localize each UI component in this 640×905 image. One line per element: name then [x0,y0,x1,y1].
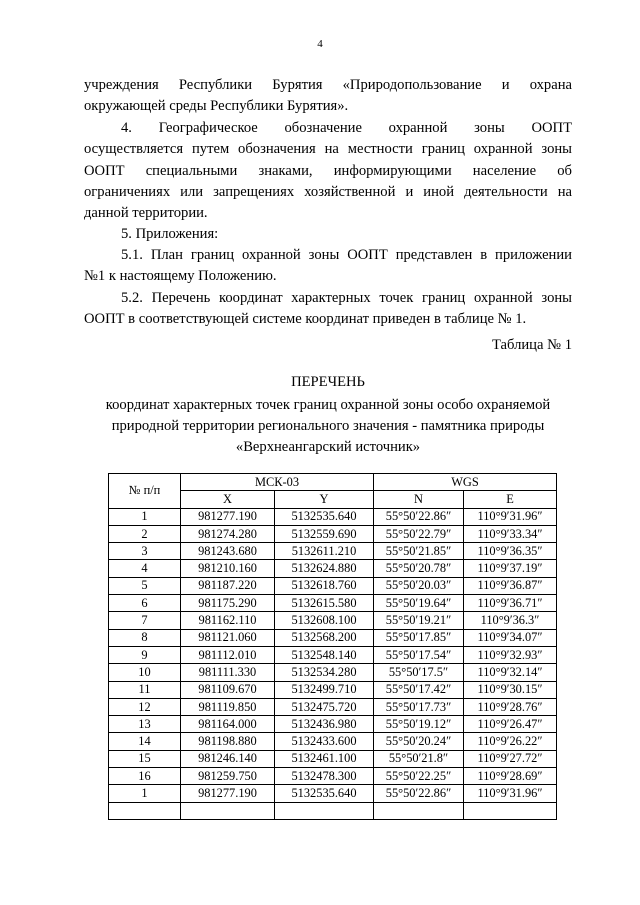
page-number: 4 [317,38,323,50]
cell-number: 14 [109,733,181,750]
cell-e: 110°9′26.47″ [464,716,557,733]
table-row [109,785,557,802]
cell-n: 55°50′17.5″ [374,664,464,681]
header-n: N [374,491,464,508]
paragraph-line: 5.1. План границ охранной зоны ООПТ представлен в приложении [121,247,572,263]
cell-n: 55°50′20.24″ [374,733,464,750]
table-row [109,750,557,767]
cell-e: 110°9′27.72″ [464,750,557,767]
cell-y: 5132461.100 [275,750,374,767]
table-row [109,681,557,698]
paragraph [84,245,572,288]
cell-x: 981210.160 [181,560,275,577]
list-subtitle [84,395,572,458]
cell-number: 1 [109,508,181,525]
table-row [109,543,557,560]
cell-n: 55°50′22.79″ [374,525,464,542]
cell-y: 5132618.760 [275,577,374,594]
coordinates-table [108,473,557,820]
cell-y: 5132499.710 [275,681,374,698]
cell-n: 55°50′22.25″ [374,768,464,785]
cell-number: 1 [109,785,181,802]
header-wgs: WGS [374,474,557,491]
cell-e: 110°9′36.3″ [464,612,557,629]
cell-x: 981109.670 [181,681,275,698]
cell-e [464,802,557,819]
cell-number: 8 [109,629,181,646]
cell-n: 55°50′19.21″ [374,612,464,629]
cell-y: 5132433.600 [275,733,374,750]
table-body [109,508,557,819]
paragraph-line: 5. Приложения: [121,226,219,242]
cell-e: 110°9′32.93″ [464,646,557,663]
cell-number: 11 [109,681,181,698]
paragraph-line: ограничениях или запрещениях хозяйственной и иной деятельности на [84,183,572,200]
cell-y: 5132611.210 [275,543,374,560]
cell-y: 5132568.200 [275,629,374,646]
cell-number: 3 [109,543,181,560]
cell-e: 110°9′30.15″ [464,681,557,698]
cell-n: 55°50′17.42″ [374,681,464,698]
cell-y: 5132548.140 [275,646,374,663]
table-row [109,716,557,733]
paragraph-line: 5.2. Перечень координат характерных точек границ охранной зоны [121,290,572,306]
cell-n: 55°50′17.73″ [374,698,464,715]
cell-x: 981111.330 [181,664,275,681]
table-row [109,560,557,577]
paragraph [84,75,572,118]
cell-y: 5132624.880 [275,560,374,577]
cell-e: 110°9′26.22″ [464,733,557,750]
cell-x: 981274.280 [181,525,275,542]
cell-e: 110°9′34.07″ [464,629,557,646]
cell-n: 55°50′22.86″ [374,508,464,525]
cell-n: 55°50′20.03″ [374,577,464,594]
cell-n: 55°50′19.12″ [374,716,464,733]
paragraph [84,224,572,245]
cell-x: 981112.010 [181,646,275,663]
cell-x: 981121.060 [181,629,275,646]
cell-e: 110°9′36.35″ [464,543,557,560]
cell-x [181,802,275,819]
cell-y: 5132436.980 [275,716,374,733]
table-row [109,768,557,785]
cell-number: 2 [109,525,181,542]
table-row [109,612,557,629]
cell-y: 5132615.580 [275,595,374,612]
table-row [109,508,557,525]
cell-e: 110°9′36.71″ [464,595,557,612]
cell-e: 110°9′31.96″ [464,508,557,525]
cell-x: 981187.220 [181,577,275,594]
paragraph-line: 4. Географическое обозначение охранной зоны ООПТ [121,120,572,136]
paragraph-line: окружающей среды Республики Бурятия». [84,98,349,115]
table-row [109,595,557,612]
table-row [109,646,557,663]
paragraph-line: ООПТ в соответствующей системе координат приведен в таблице № 1. [84,311,527,328]
cell-y: 5132535.640 [275,785,374,802]
cell-number: 6 [109,595,181,612]
list-subtitle-line: «Верхнеангарский источник» [235,439,421,455]
paragraph-line: осуществляется путем обозначения на местности границ охранной зоны [84,141,572,158]
table-row [109,525,557,542]
cell-x: 981164.000 [181,716,275,733]
cell-n: 55°50′17.85″ [374,629,464,646]
table-label: Таблица № 1 [492,337,572,353]
cell-x: 981162.110 [181,612,275,629]
cell-n: 55°50′21.8″ [374,750,464,767]
table-row [109,629,557,646]
cell-n: 55°50′21.85″ [374,543,464,560]
cell-e: 110°9′33.34″ [464,525,557,542]
cell-n: 55°50′17.54″ [374,646,464,663]
header-x: X [181,491,275,508]
cell-number: 15 [109,750,181,767]
cell-e: 110°9′36.87″ [464,577,557,594]
list-subtitle-line: природной территории регионального значения - памятника природы [111,418,545,434]
cell-x: 981198.880 [181,733,275,750]
cell-y: 5132535.640 [275,508,374,525]
table-row [109,733,557,750]
cell-number: 12 [109,698,181,715]
cell-e: 110°9′28.69″ [464,768,557,785]
cell-x: 981119.850 [181,698,275,715]
header-y: Y [275,491,374,508]
paragraph-line: №1 к настоящему Положению. [84,268,277,285]
paragraph-line: данной территории. [84,205,208,222]
cell-n: 55°50′20.78″ [374,560,464,577]
cell-e: 110°9′37.19″ [464,560,557,577]
header-number: № п/п [109,474,181,509]
cell-y [275,802,374,819]
cell-number: 10 [109,664,181,681]
cell-x: 981277.190 [181,785,275,802]
cell-y: 5132478.300 [275,768,374,785]
cell-number [109,802,181,819]
cell-number: 4 [109,560,181,577]
cell-e: 110°9′31.96″ [464,785,557,802]
cell-n [374,802,464,819]
paragraph [84,118,572,224]
table-row [109,577,557,594]
paragraph-line: учреждения Республики Бурятия «Природопользование и охрана [84,77,572,93]
cell-n: 55°50′22.86″ [374,785,464,802]
cell-number: 7 [109,612,181,629]
cell-x: 981175.290 [181,595,275,612]
table-row [109,698,557,715]
list-title: ПЕРЕЧЕНЬ [291,374,365,390]
cell-number: 9 [109,646,181,663]
header-e: E [464,491,557,508]
cell-number: 5 [109,577,181,594]
header-msk03: МСК-03 [181,474,374,491]
table-row [109,664,557,681]
cell-number: 13 [109,716,181,733]
cell-y: 5132475.720 [275,698,374,715]
cell-e: 110°9′28.76″ [464,698,557,715]
cell-x: 981246.140 [181,750,275,767]
table-row [109,802,557,819]
cell-n: 55°50′19.64″ [374,595,464,612]
cell-y: 5132534.280 [275,664,374,681]
cell-x: 981243.680 [181,543,275,560]
cell-e: 110°9′32.14″ [464,664,557,681]
paragraph-line: ООПТ специальными знаками, информирующими население об [84,162,572,179]
cell-number: 16 [109,768,181,785]
list-subtitle-line: координат характерных точек границ охранной зоны особо охраняемой [105,397,551,413]
cell-y: 5132559.690 [275,525,374,542]
paragraph [84,288,572,331]
cell-x: 981259.750 [181,768,275,785]
cell-x: 981277.190 [181,508,275,525]
cell-y: 5132608.100 [275,612,374,629]
